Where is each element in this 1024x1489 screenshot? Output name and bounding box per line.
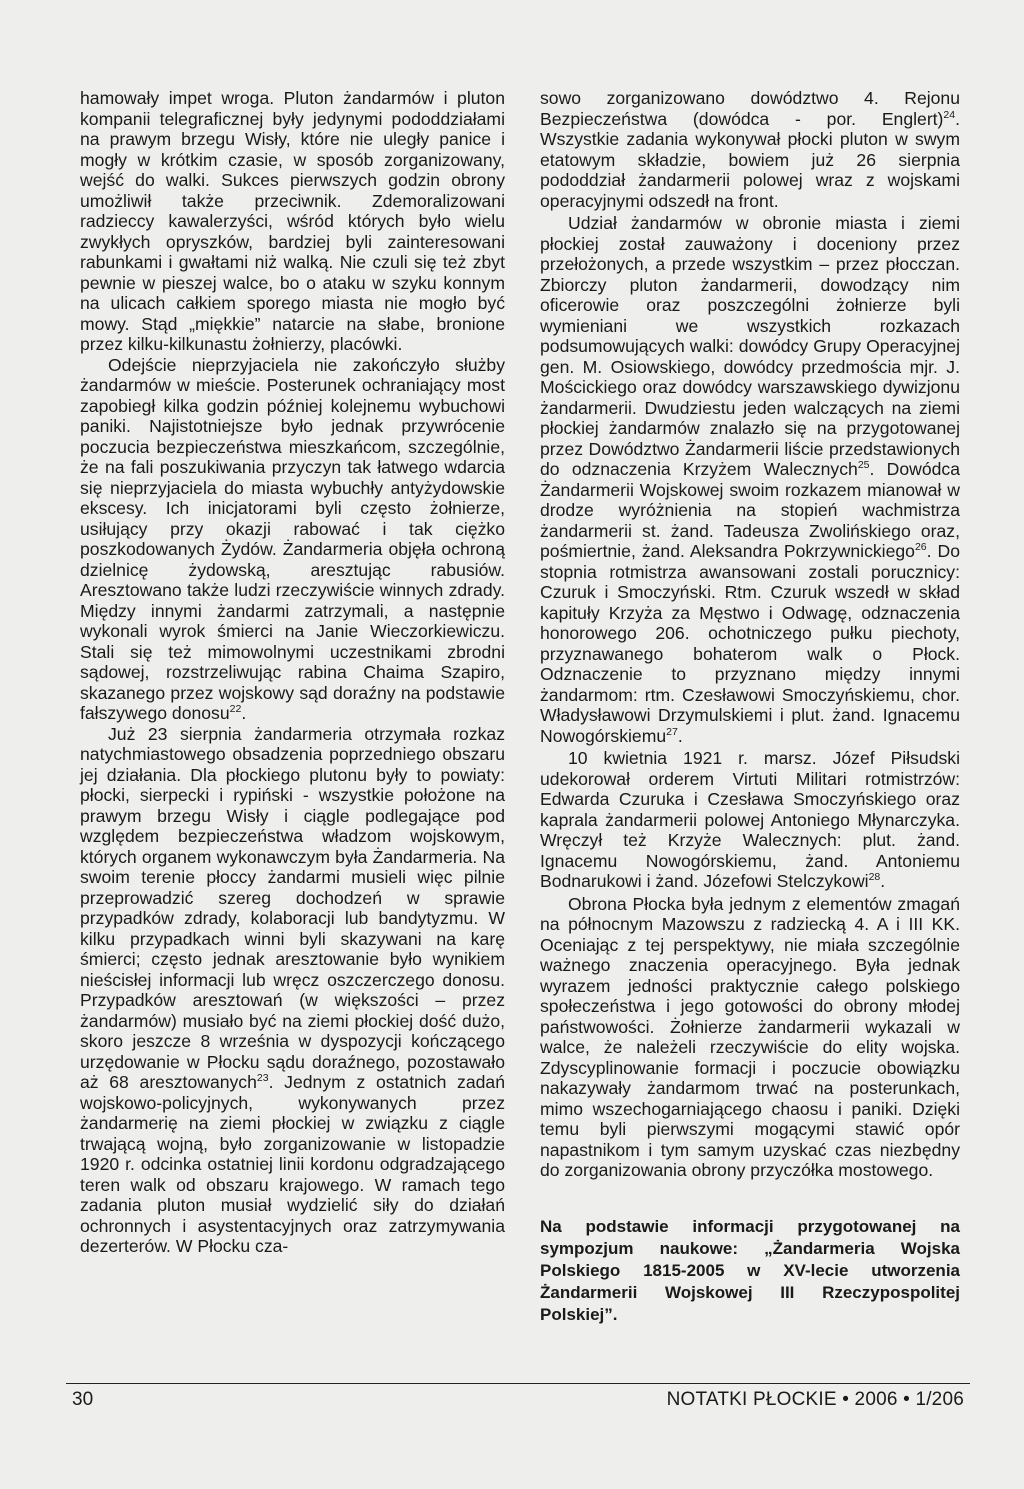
footnote-marker[interactable]: 27: [666, 725, 678, 738]
paragraph-text: Obrona Płocka była jednym z elementów zmagań na północnym Mazowszu z radziecką 4. A i III KK. Oceniając z tej perspektywy, nie miała szczególnie ważnego znaczenia operacyjnego. Była jednak wyrazem jedności praktycznie całego polskiego społeczeństwa i jego gotowości do obrony młodej państwowości. Żołnierze żandarmerii wykazali w walce, że należeli rzeczywiście do elity wojska. Zdyscyplinowanie formacji i poczucie obowiązku nakazywały żandarmom trwać na posterunkach, mimo wszechogarniającego chaosu i paniki. Dzięki temu byli pierwszymi mogącymi stawić opór napastnikom i tym samym uzyskać czas niezbędny do zorganizowania obrony przyczółka mostowego.: [540, 893, 960, 1180]
paragraph: [80, 724, 505, 1257]
paragraph-text: sowo zorganizowano dowództwo 4. Rejonu Bezpieczeństwa (dowódca - por. Englert): [540, 88, 960, 129]
paragraph-text: .: [677, 725, 683, 746]
paragraph-text: . Jednym z ostatnich zadań wojskowo-policyjnych, wykonywanych przez żandarmerię na ziemi płockiej w związku z ciągle trwającą wojną, było zorganizowanie w listopadzie 1920 r. odcinka ostatniej linii kordonu odgradzającego teren walk od obszaru krajowego. W ramach tego zadania pluton musiał wydzielić siły do działań ochronnych i asystentacyjnych oraz zatrzymywania dezerterów. W Płocku cza-: [80, 1072, 505, 1256]
footer-divider: [66, 1383, 970, 1384]
text-column-left: [80, 88, 505, 1257]
paragraph-text: . Dowódca Żandarmerii Wojskowej swoim rozkazem mianował w drodze wyróżnienia na stopień wachmistrza żandarmerii st. żand. Tadeusza Zwolińskiego oraz, pośmiertnie, żand. Aleksandra Pokrzywnickiego: [540, 459, 961, 561]
paragraph-text: . Do stopnia rotmistrza awansowani zostali porucznicy: Czuruk i Smoczyński. Rtm. Czuruk wszedł w skład kapituły Krzyża za Męstwo i Odwagę, odznaczenia honorowego 206. ochotniczego pułku piechoty, przyznawanego bohaterom walk o Płock. Odznaczenie to przyznano między innymi żandarmom: rtm. Czesławowi Smoczyńskiemu, chor. Władysławowi Drzymulskiemi i plut. żand. Ignacemu Nowogórskiemu: [540, 541, 960, 746]
paragraph: [540, 748, 960, 892]
paragraph-text: .: [880, 871, 886, 891]
paragraph-text: .: [241, 703, 247, 723]
source-note: Na podstawie informacji przygotowanej na sympozjum naukowe: „Żandarmeria Wojska Polskiego 1815-2005 w XV-lecie utworzenia Żandarmerii Wojskowej III Rzeczypospolitej Polskiej”.: [540, 1217, 960, 1324]
paragraph: [80, 355, 505, 724]
footnote-marker[interactable]: 24: [943, 108, 956, 121]
page-number: 30: [72, 1389, 94, 1410]
paragraph-text: Odejście nieprzyjaciela nie zakończyło służby żandarmów w mieście. Posterunek ochraniający most zapobiegł kilka godzin później kolejnemu wybuchowi paniki. Najistotniejsze było jednak przywrócenie poczucia bezpieczeństwa mieszkańcom, szczególnie, że na fali poszukiwania przyczyn tak łatwego wdarcia się nieprzyjaciela do miasta wybuchły antyżydowskie ekscesy. Ich inicjatorami byli często żołnierze, usiłujący przy okazji rabować i tak ciężko poszkodowanych Żydów. Żandarmeria objęła ochroną dzielnicę żydowską, aresztując rabusiów. Aresztowano także ludzi rzeczywiście winnych zdrady. Między innymi żandarmi zatrzymali, a następnie wykonali wyrok śmierci na Janie Wieczorkiewiczu. Stali się też mimowolnymi uczestnikami zbrodni sądowej, rozstrzeliwując rabina Chaima Szapiro, skazanego przez wojskowy sąd doraźny na podstawie fałszywego donosu: [80, 354, 505, 723]
paragraph: [540, 213, 960, 746]
footnote-marker[interactable]: 28: [868, 871, 881, 883]
paragraph-text: . Wszystkie zadania wykonywał płocki pluton w swym etatowym składzie, bowiem już 26 sierpnia pododdział żandarmerii polowej wraz z wojskami operacyjnymi odszedł na front.: [540, 108, 960, 211]
paragraph: [540, 894, 960, 1181]
paragraph-text: hamowały impet wroga. Pluton żandarmów i pluton kompanii telegraficznej były jedynymi pododdziałami na prawym brzegu Wisły, które nie uległy panice i mogły w krótkim czasie, w sposób zorganizowany, wejść do walki. Sukces pierwszych godzin obrony umożliwił także przeciwnik. Zdemoralizowani radzieccy kawalerzyści, wśród których było wielu zwykłych opryszków, bardziej byli zainteresowani rabunkami i gwałtami niż walką. Nie czuli się też zbyt pewnie w pieszej walce, bo o ataku w szyku konnym na ulicach całkiem sporego miasta nie mogło być mowy. Stąd „miękkie” natarcie na słabe, bronione przez kilku-kilkunastu żołnierzy, placówki.: [80, 88, 505, 354]
text-column-right: [540, 88, 960, 1181]
footnote-marker[interactable]: 25: [857, 459, 870, 471]
footnote-marker[interactable]: 23: [256, 1072, 269, 1084]
paragraph-text: Już 23 sierpnia żandarmeria otrzymała rozkaz natychmiastowego obsadzenia poprzedniego obszaru jej działania. Dla płockiego plutonu były to powiaty: płocki, sierpecki i rypiński - wszystkie położone na prawym brzegu Wisły i ciągle podlegające pod względem bezpieczeństwa władzom wojskowym, których organem wykonawczym była Żandarmeria. Na swoim terenie płoccy żandarmi musieli więc pilnie przeprowadzić szereg dochodzeń w sprawie przypadków zdrady, kolaboracji lub bandytyzmu. W kilku przypadkach winni byli skazywani na karę śmierci; często jednak aresztowanie było wynikiem nieścisłej informacji lub wręcz oszczerczego donosu. Przypadków aresztowań (w większości – przez żandarmów) musiało być na ziemi płockiej dość dużo, skoro jeszcze 8 września w dyspozycji kończącego urzędowanie w Płocku sądu doraźnego, pozostawało aż 68 aresztowanych: [80, 723, 505, 1092]
paragraph: [80, 88, 505, 355]
paragraph-text: Udział żandarmów w obronie miasta i ziemi płockiej został zauważony i doceniony przez przełożonych, a przede wszystkim – przez płocczan. Zbiorczy pluton żandarmerii, dowodzący nim oficerowie oraz poszczególni żołnierze byli wymieniani we wszystkich rozkazach podsumowujących walki: dowódcy Grupy Operacyjnej gen. M. Osiowskiego, dowódcy przedmościa mjr. J. Mościckiego oraz dowódcy warszawskiego dywizjonu żandarmerii. Dwudziestu jeden walczących na ziemi płockiej żandarmów znalazło się na przygotowanej przez Dowództwo Żandarmerii liście przedstawionych do odznaczenia Krzyżem Walecznych: [540, 213, 960, 479]
footnote-marker[interactable]: 22: [229, 703, 242, 715]
paragraph: [540, 88, 960, 211]
paragraph-text: 10 kwietnia 1921 r. marsz. Józef Piłsudski udekorował orderem Virtuti Militari rotmistrzów: Edwarda Czuruka i Czesława Smoczyńskiego oraz kaprala żandarmerii polowej Antoniego Młynarczyka. Wręczył też Krzyże Walecznych: plut. żand. Ignacemu Nowogórskiemu, żand. Antoniemu Bodnarukowi i żand. Józefowi Stelczykowi: [540, 748, 960, 891]
running-title: NOTATKI PŁOCKIE • 2006 • 1/206: [666, 1389, 964, 1410]
footnote-marker[interactable]: 26: [914, 541, 927, 553]
